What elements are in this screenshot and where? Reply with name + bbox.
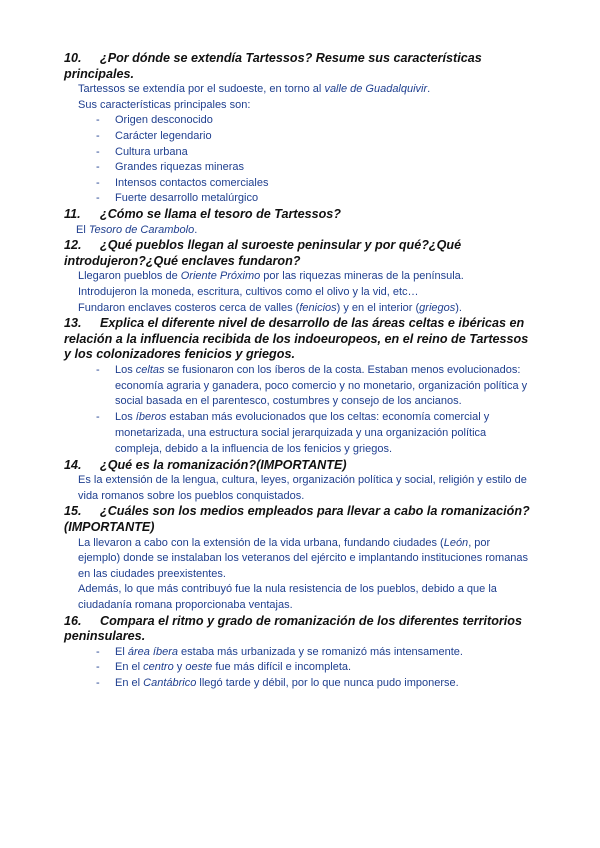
- question-number: 10.: [64, 51, 82, 65]
- answer-line: Fundaron enclaves costeros cerca de valles (fenicios) y en el interior (griegos).: [78, 301, 462, 314]
- list-item: - Fuerte desarrollo metalúrgico: [96, 192, 259, 205]
- question-text: ¿Por dónde se extendía Tartessos? Resume sus características principales.: [64, 51, 482, 81]
- answer-line: La llevaron a cabo con la extensión de la vida urbana, fundando ciudades (León, por ejemplo) donde se instalaban los veteranos del ejército e implantando instituciones romanas en las ciudades preexistentes.: [78, 536, 529, 580]
- romanization-list: [64, 645, 534, 692]
- question-text: Compara el ritmo y grado de romanización de los diferentes territorios peninsulares.: [64, 613, 522, 644]
- list-item: - Grandes riquezas mineras: [96, 161, 245, 174]
- answer-line: Llegaron pueblos de Oriente Próximo por las riquezas mineras de la península.: [78, 270, 464, 283]
- list-item: - En el Cantábrico llegó tarde y débil, por lo que nunca pudo imponerse.: [96, 676, 459, 689]
- question-10: [64, 51, 534, 82]
- answer-line: Tartessos se extendía por el sudoeste, en torno al valle de Guadalquivir.: [78, 83, 431, 96]
- answer-line: Introdujeron la moneda, escritura, cultivos como el olivo y la vid, etc…: [78, 285, 419, 298]
- list-item: - Los celtas se fusionaron con los íberos de la costa. Estaban menos evolucionados: economía agraria y ganadera, poco comercio y no monetario, organización política y social basada en el parentesco, costumbres y consejo de los ancianos.: [96, 363, 528, 408]
- question-11: [64, 207, 534, 223]
- question-text: ¿Qué es la romanización?(IMPORTANTE): [100, 457, 347, 472]
- list-item: - Origen desconocido: [96, 114, 213, 127]
- development-list: [64, 363, 534, 458]
- question-13: [64, 316, 534, 363]
- document-page: [64, 51, 534, 692]
- list-item: - El área íbera estaba más urbanizada y se romanizó más intensamente.: [96, 645, 463, 658]
- question-number: 13.: [64, 316, 82, 331]
- question-number: 16.: [64, 613, 82, 628]
- question-number: 15.: [64, 504, 82, 519]
- question-14: [64, 458, 534, 474]
- question-number: 11.: [64, 206, 81, 221]
- list-item: - En el centro y oeste fue más difícil e incompleta.: [96, 661, 352, 674]
- list-item: - Carácter legendario: [96, 129, 212, 142]
- question-text: ¿Cómo se llama el tesoro de Tartessos?: [100, 206, 341, 221]
- answer-line: Es la extensión de la lengua, cultura, leyes, organización política y social, religión y estilo de vida romanos sobre los pueblos conquistados.: [78, 474, 527, 502]
- question-16: [64, 614, 534, 645]
- question-15: [64, 504, 534, 535]
- question-text: ¿Cuáles son los medios empleados para llevar a cabo la romanización?(IMPORTANTE): [64, 504, 530, 535]
- question-text: ¿Qué pueblos llegan al suroeste peninsular y por qué?¿Qué introdujeron?¿Qué enclaves fundaron?: [64, 238, 462, 268]
- list-item: - Los íberos estaban más evolucionados que los celtas: economía comercial y monetarizada, una estructura social jerarquizada y una organización política compleja, debido a la influencia de los fenicios y griegos.: [96, 411, 490, 455]
- answer-line: El Tesoro de Carambolo.: [76, 223, 198, 236]
- question-number: 12.: [64, 238, 82, 253]
- question-text: Explica el diferente nivel de desarrollo de las áreas celtas e ibéricas en relación a la influencia recibida de los indoeuropeos, en el reino de Tartessos y los colonizadores fenicios y griegos.: [64, 316, 529, 362]
- characteristics-list: [64, 113, 534, 207]
- list-item: - Intensos contactos comerciales: [96, 176, 269, 189]
- answer-line: Sus características principales son:: [78, 98, 251, 111]
- answer-line: Además, lo que más contribuyó fue la nula resistencia de los pueblos, debido a que la ciudadanía romana proporcionaba ventajas.: [78, 583, 497, 611]
- question-12: [64, 238, 534, 269]
- question-number: 14.: [64, 457, 82, 472]
- list-item: - Cultura urbana: [96, 145, 188, 158]
